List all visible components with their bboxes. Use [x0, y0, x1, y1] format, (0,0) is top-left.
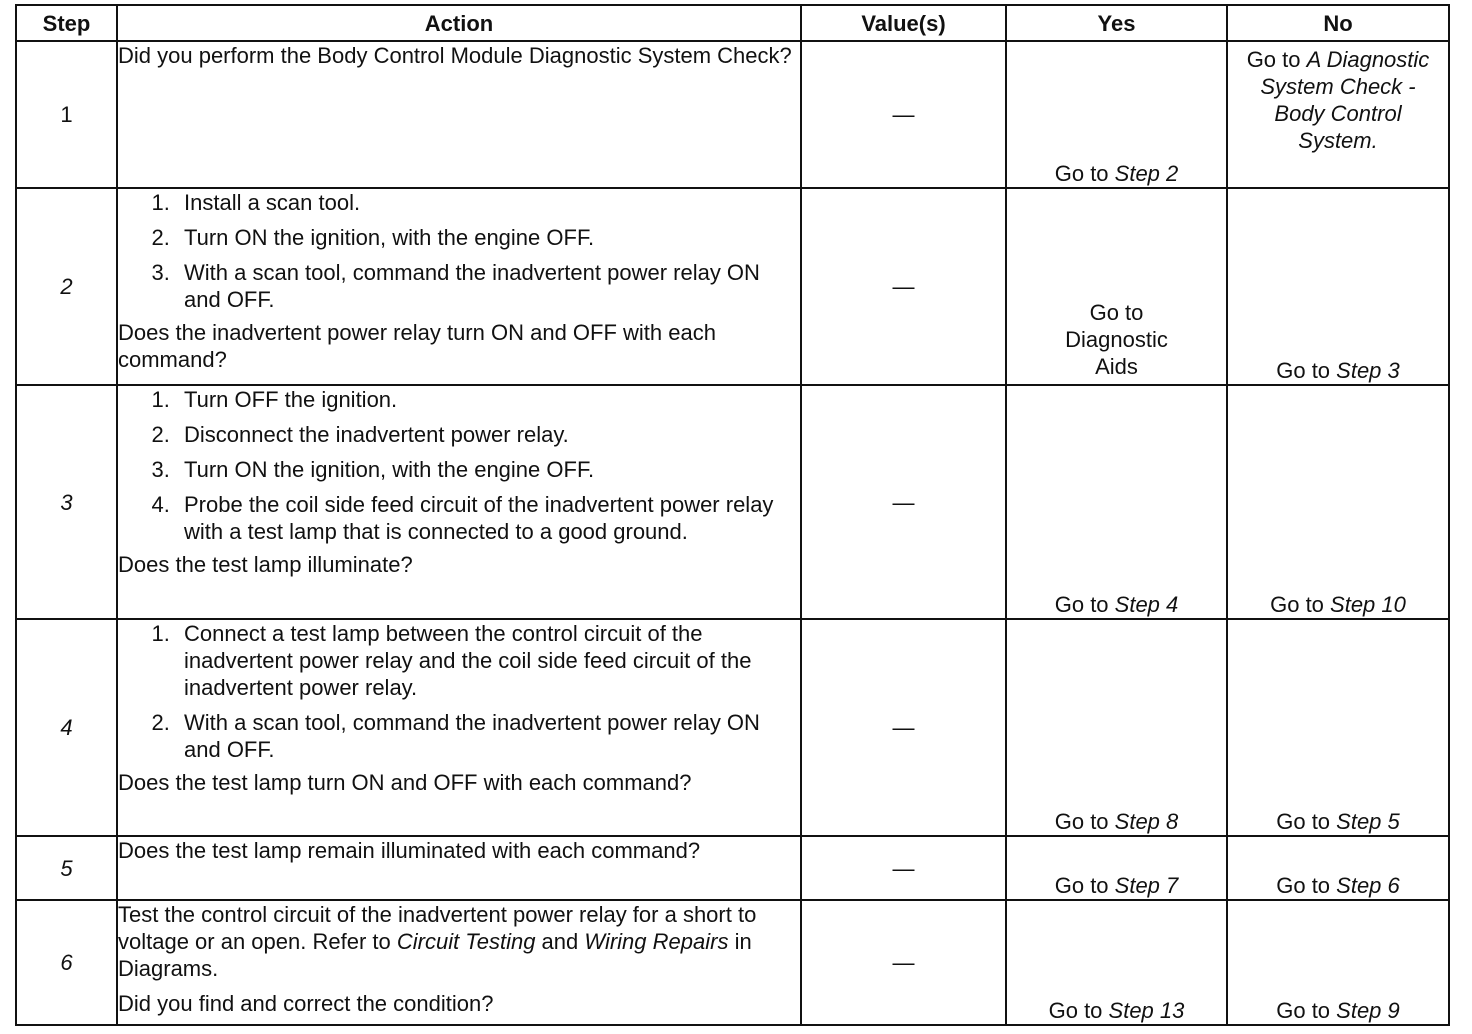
action-steps: [118, 620, 800, 763]
action-step-item: 2. Turn ON the ignition, with the engine OFF.: [176, 224, 800, 251]
step-number: 6: [16, 900, 117, 1025]
no-cell[interactable]: [1227, 385, 1449, 619]
table-row-step-5: [16, 836, 1449, 900]
yes-prefix: Go to: [1054, 873, 1115, 898]
yes-cell[interactable]: [1006, 836, 1227, 900]
action-cell: [117, 900, 801, 1025]
no-link[interactable]: Step 5: [1336, 809, 1400, 834]
value-cell: —: [801, 188, 1006, 385]
header-row: [16, 5, 1449, 41]
value-cell: —: [801, 900, 1006, 1025]
action-cell: [117, 619, 801, 836]
value-cell: —: [801, 385, 1006, 619]
action-instruction: [118, 901, 800, 982]
yes-cell[interactable]: [1006, 900, 1227, 1025]
value-cell: —: [801, 836, 1006, 900]
action-step-item: 1. Turn OFF the ignition.: [176, 386, 800, 413]
yes-prefix: Go to: [1054, 161, 1115, 186]
no-link[interactable]: Step 6: [1336, 873, 1400, 898]
yes-cell[interactable]: [1006, 41, 1227, 188]
diagnostic-table: [15, 4, 1450, 1026]
action-steps: [118, 386, 800, 545]
action-cell: [117, 385, 801, 619]
action-step-item: 2. With a scan tool, command the inadvertent power relay ON and OFF.: [176, 709, 800, 763]
action-step-item: 3. With a scan tool, command the inadvertent power relay ON and OFF.: [176, 259, 800, 313]
value-cell: —: [801, 41, 1006, 188]
value-cell: —: [801, 619, 1006, 836]
yes-prefix: Go to: [1048, 998, 1109, 1023]
yes-link[interactable]: Step 4: [1114, 592, 1179, 617]
table-row-step-4: [16, 619, 1449, 836]
no-cell[interactable]: [1227, 41, 1449, 188]
no-prefix: Go to: [1270, 592, 1331, 617]
table-row-step-3: [16, 385, 1449, 619]
table-row-step-6: [16, 900, 1449, 1025]
yes-link[interactable]: Step 8: [1114, 809, 1179, 834]
action-step-item: 3. Turn ON the ignition, with the engine OFF.: [176, 456, 800, 483]
action-step-item: 1. Install a scan tool.: [176, 189, 800, 216]
yes-link[interactable]: Step 2: [1114, 161, 1179, 186]
action-question: Does the test lamp illuminate?: [118, 552, 413, 577]
no-link[interactable]: Step 10: [1330, 592, 1406, 617]
action-question: Did you perform the Body Control Module Diagnostic System Check?: [118, 43, 792, 68]
action-step-item: 2. Disconnect the inadvertent power relay.: [176, 421, 800, 448]
no-cell[interactable]: [1227, 619, 1449, 836]
no-prefix: Go to: [1276, 873, 1337, 898]
header-action: Action: [117, 5, 801, 41]
action-step-item: 1. Connect a test lamp between the control circuit of the inadvertent power relay and the coil side feed circuit of the inadvertent power relay.: [176, 620, 800, 701]
no-link[interactable]: A Diagnostic System Check - Body Control System.: [1260, 47, 1430, 153]
yes-link[interactable]: Step 7: [1114, 873, 1179, 898]
yes-prefix: Go to: [1054, 592, 1115, 617]
step-number: 2: [16, 188, 117, 385]
instruction-text: Test the control circuit of the inadvertent power relay for a short to voltage or an open. Refer to: [118, 902, 757, 954]
header-no: No: [1227, 5, 1449, 41]
action-cell: [117, 836, 801, 900]
no-prefix: Go to: [1276, 809, 1337, 834]
no-prefix: Go to: [1246, 47, 1307, 72]
action-question: Did you find and correct the condition?: [118, 991, 494, 1016]
header-values: Value(s): [801, 5, 1006, 41]
action-cell: [117, 41, 801, 188]
header-yes: Yes: [1006, 5, 1227, 41]
instruction-text: in Diagrams.: [118, 929, 752, 981]
table-row-step-1: [16, 41, 1449, 188]
no-link[interactable]: Step 3: [1336, 358, 1400, 383]
yes-cell[interactable]: [1006, 619, 1227, 836]
no-cell[interactable]: [1227, 836, 1449, 900]
instruction-text: and: [535, 929, 585, 954]
wiring-repairs-link[interactable]: Wiring Repairs: [584, 929, 729, 954]
yes-text[interactable]: Go to Diagnostic Aids: [1065, 300, 1168, 379]
circuit-testing-link[interactable]: Circuit Testing: [396, 929, 536, 954]
action-question: Does the test lamp remain illuminated with each command?: [118, 838, 701, 863]
no-link[interactable]: Step 9: [1336, 998, 1400, 1023]
table-row-step-2: [16, 188, 1449, 385]
step-number: 1: [16, 41, 117, 188]
action-question: Does the inadvertent power relay turn ON and OFF with each command?: [118, 320, 716, 372]
header-step: Step: [16, 5, 117, 41]
step-number: 5: [16, 836, 117, 900]
action-question: Does the test lamp turn ON and OFF with each command?: [118, 770, 692, 795]
no-prefix: Go to: [1276, 998, 1337, 1023]
step-number: 3: [16, 385, 117, 619]
yes-cell[interactable]: [1006, 385, 1227, 619]
action-steps: [118, 189, 800, 313]
yes-link[interactable]: Step 13: [1108, 998, 1185, 1023]
action-cell: [117, 188, 801, 385]
no-cell[interactable]: [1227, 188, 1449, 385]
yes-prefix: Go to: [1054, 809, 1115, 834]
action-step-item: 4. Probe the coil side feed circuit of the inadvertent power relay with a test lamp that is connected to a good ground.: [176, 491, 800, 545]
no-prefix: Go to: [1276, 358, 1337, 383]
yes-cell[interactable]: [1006, 188, 1227, 385]
step-number: 4: [16, 619, 117, 836]
no-cell[interactable]: [1227, 900, 1449, 1025]
